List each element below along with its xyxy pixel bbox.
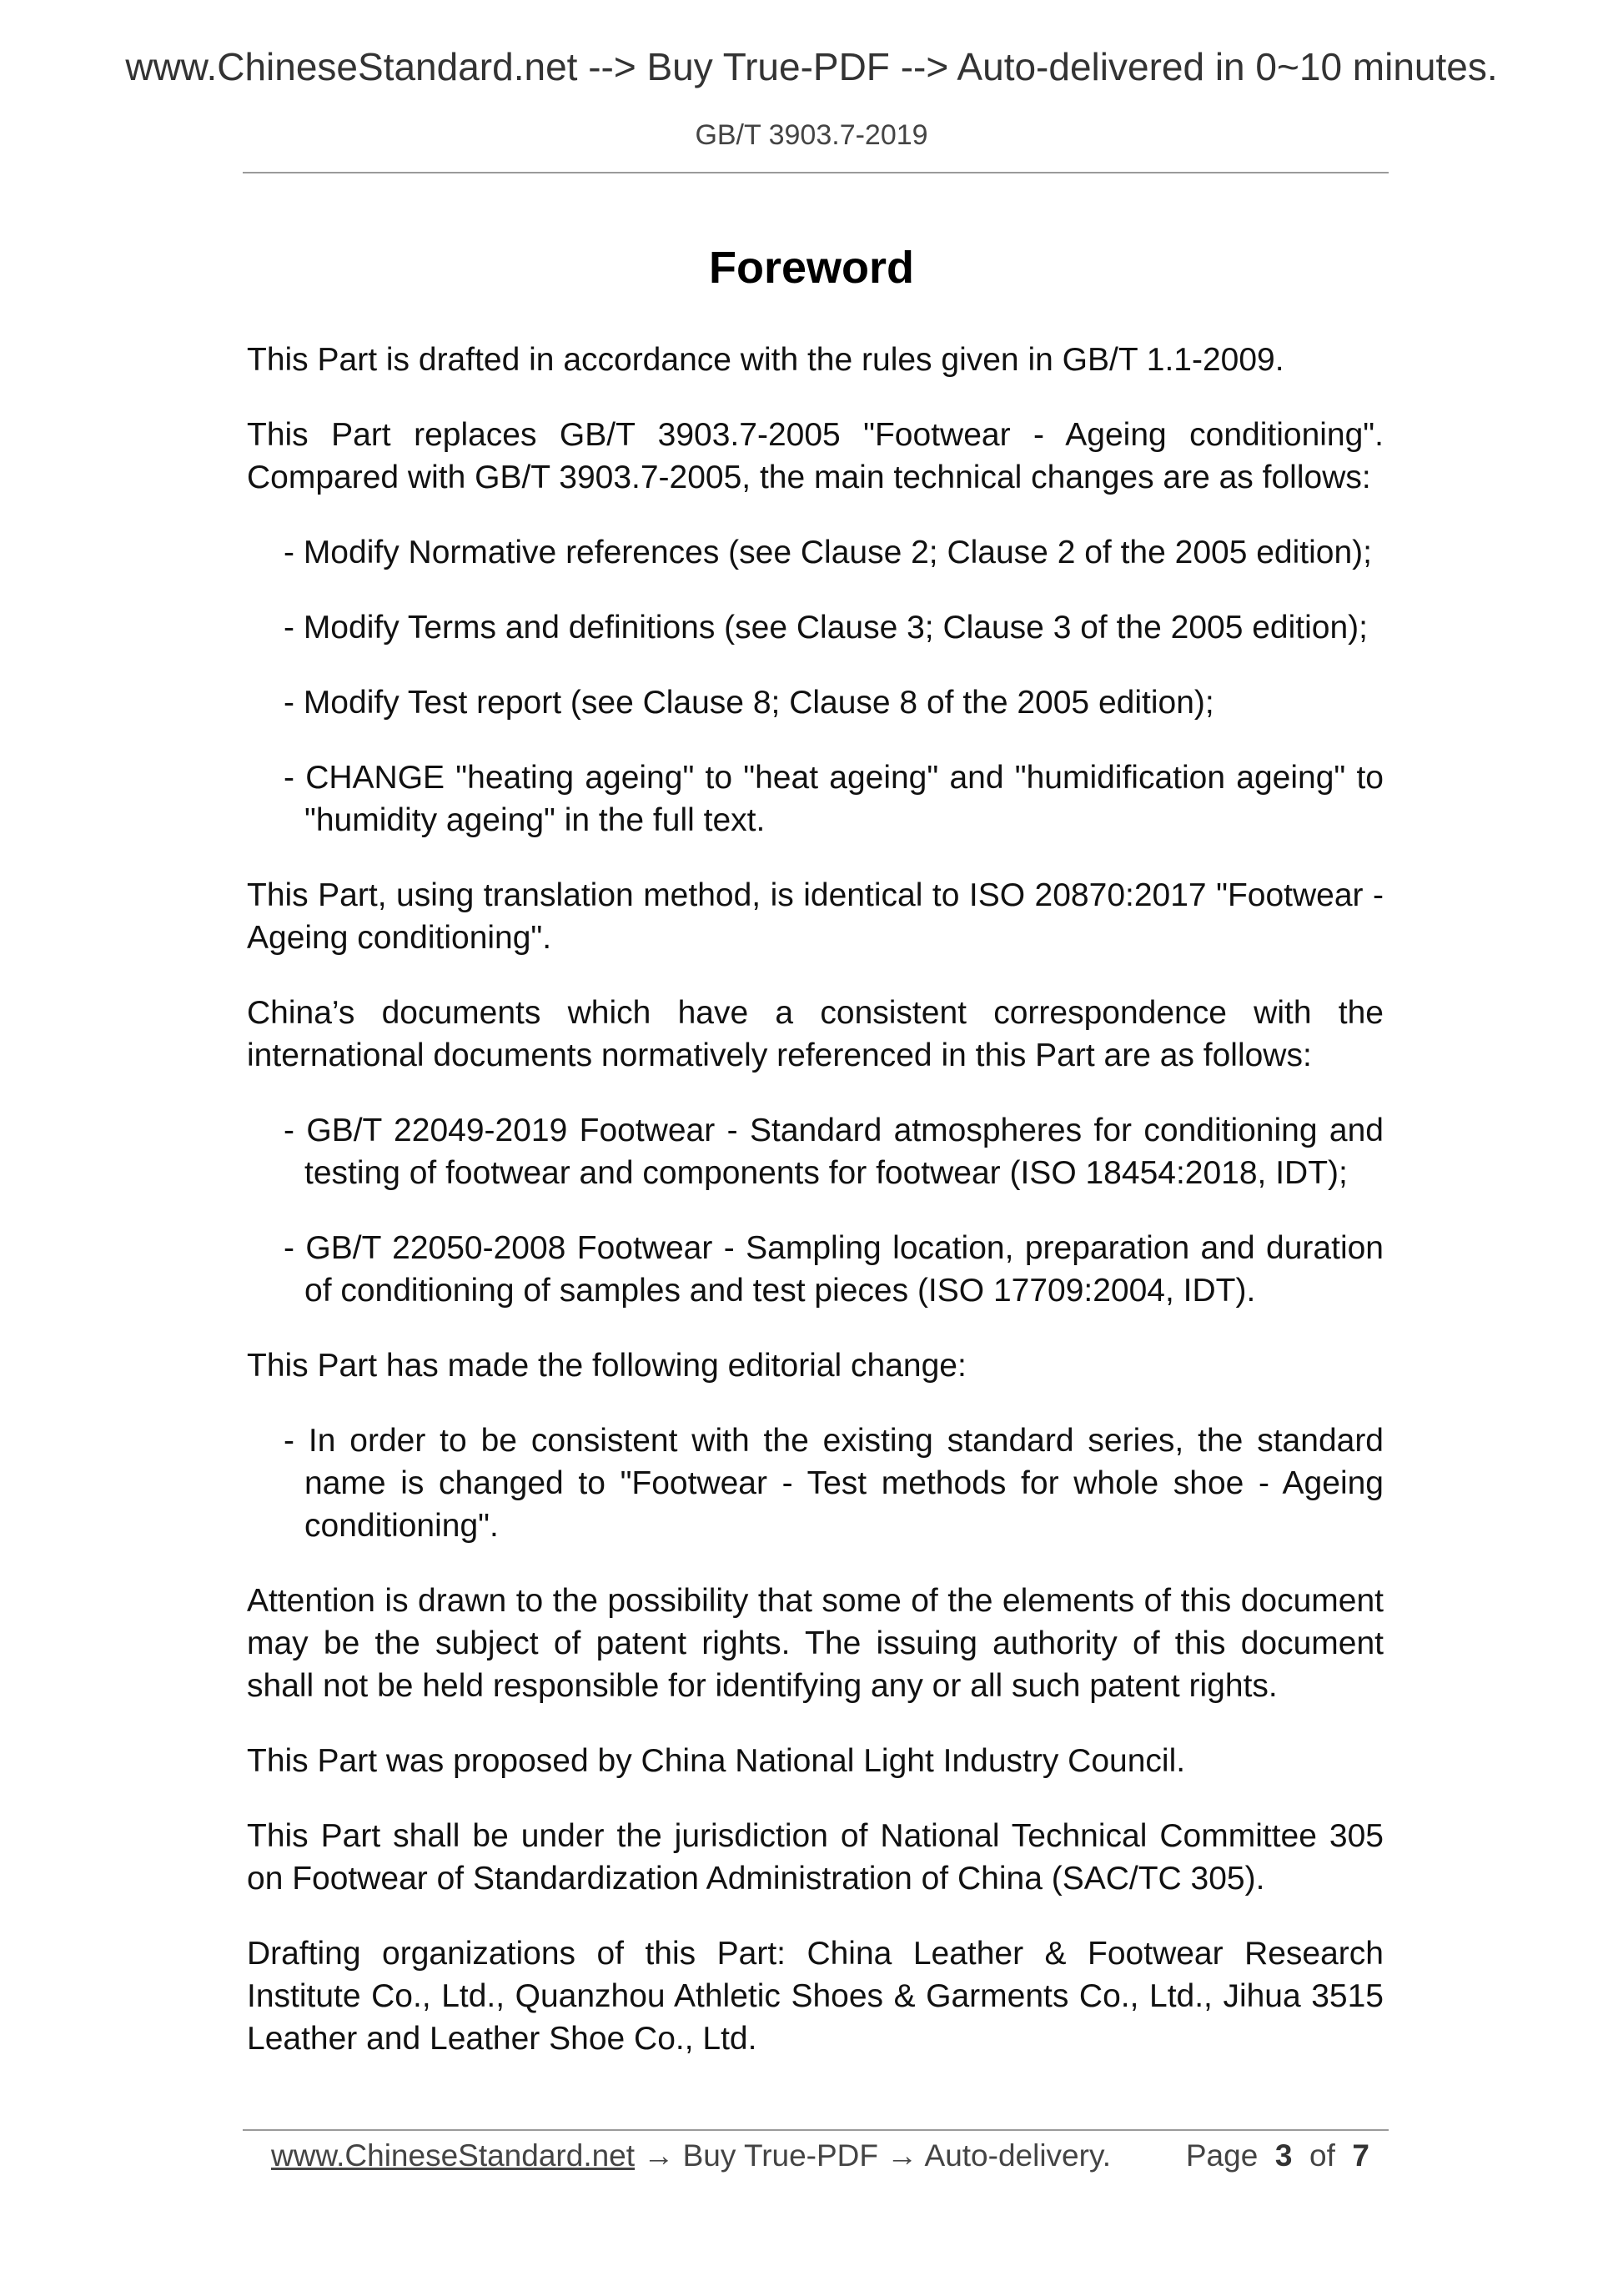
list-item-reference: - GB/T 22050-2008 Footwear - Sampling location, preparation and duration of conditioning of samples and test pieces (ISO 17709:2004, IDT). — [284, 1230, 1384, 1309]
paragraph-drafting-organizations: Drafting organizations of this Part: China Leather & Footwear Research Institute Co., Ltd., Quanzhou Athletic Shoes & Garments Co., Ltd., Jihua 3515 Leather and Leather Shoe Co., Ltd. — [247, 1936, 1384, 2057]
standard-number: GB/T 3903.7-2019 — [695, 119, 928, 151]
document-body — [247, 339, 1384, 2060]
page-label: Page — [1185, 2138, 1259, 2173]
footer-promo — [271, 2133, 1111, 2179]
paragraph-editorial-change: This Part has made the following editorial change: — [247, 1348, 967, 1384]
list-item-change: - Modify Test report (see Clause 8; Clause 8 of the 2005 edition); — [284, 685, 1214, 721]
header-divider — [243, 172, 1389, 173]
paragraph-jurisdiction: This Part shall be under the jurisdiction of National Technical Committee 305 on Footwear of Standardization Administration of China (SAC/TC 305). — [247, 1818, 1384, 1897]
page-footer — [271, 2133, 1369, 2179]
paragraph-translation-method: This Part, using translation method, is identical to ISO 20870:2017 "Footwear - Ageing conditioning". — [247, 877, 1384, 956]
page-total: 7 — [1352, 2138, 1369, 2173]
list-item-editorial: - In order to be consistent with the existing standard series, the standard name is changed to "Footwear - Test methods for whole shoe - Ageing conditioning". — [284, 1423, 1384, 1544]
footer-site-link[interactable]: www.ChineseStandard.net — [271, 2138, 636, 2173]
list-item-reference: - GB/T 22049-2019 Footwear - Standard atmospheres for conditioning and testing of footwear and components for footwear (ISO 18454:2018, IDT); — [284, 1113, 1384, 1191]
page-indicator — [1186, 2133, 1369, 2179]
footer-promo-text: → Buy True-PDF → Auto-delivery. — [635, 2138, 1111, 2173]
paragraph-china-documents: China’s documents which have a consistent correspondence with the international documents normatively referenced in this Part are as follows: — [247, 995, 1384, 1073]
paragraph-drafting-rules: This Part is drafted in accordance with the rules given in GB/T 1.1-2009. — [247, 342, 1284, 378]
page-of-label: of — [1309, 2138, 1335, 2173]
list-item-change: - Modify Terms and definitions (see Clause 3; Clause 3 of the 2005 edition); — [284, 610, 1368, 646]
header-banner: www.ChineseStandard.net --> Buy True-PDF --> Auto-delivered in 0~10 minutes. — [125, 45, 1498, 88]
paragraph-replaces: This Part replaces GB/T 3903.7-2005 "Footwear - Ageing conditioning". Compared with GB/T 3903.7-2005, the main technical changes are as follows: — [247, 417, 1384, 495]
paragraph-patent-notice: Attention is drawn to the possibility that some of the elements of this document may be the subject of patent rights. The issuing authority of this document shall not be held responsible for identifying any or all such patent rights. — [247, 1583, 1384, 1704]
list-item-change: - CHANGE "heating ageing" to "heat ageing" and "humidification ageing" to "humidity ageing" in the full text. — [284, 760, 1384, 838]
footer-divider — [243, 2129, 1389, 2131]
list-item-change: - Modify Normative references (see Clause 2; Clause 2 of the 2005 edition); — [284, 535, 1372, 570]
page-number: 3 — [1274, 2138, 1293, 2173]
paragraph-proposed-by: This Part was proposed by China National Light Industry Council. — [247, 1743, 1186, 1779]
page-title: Foreword — [708, 243, 914, 293]
